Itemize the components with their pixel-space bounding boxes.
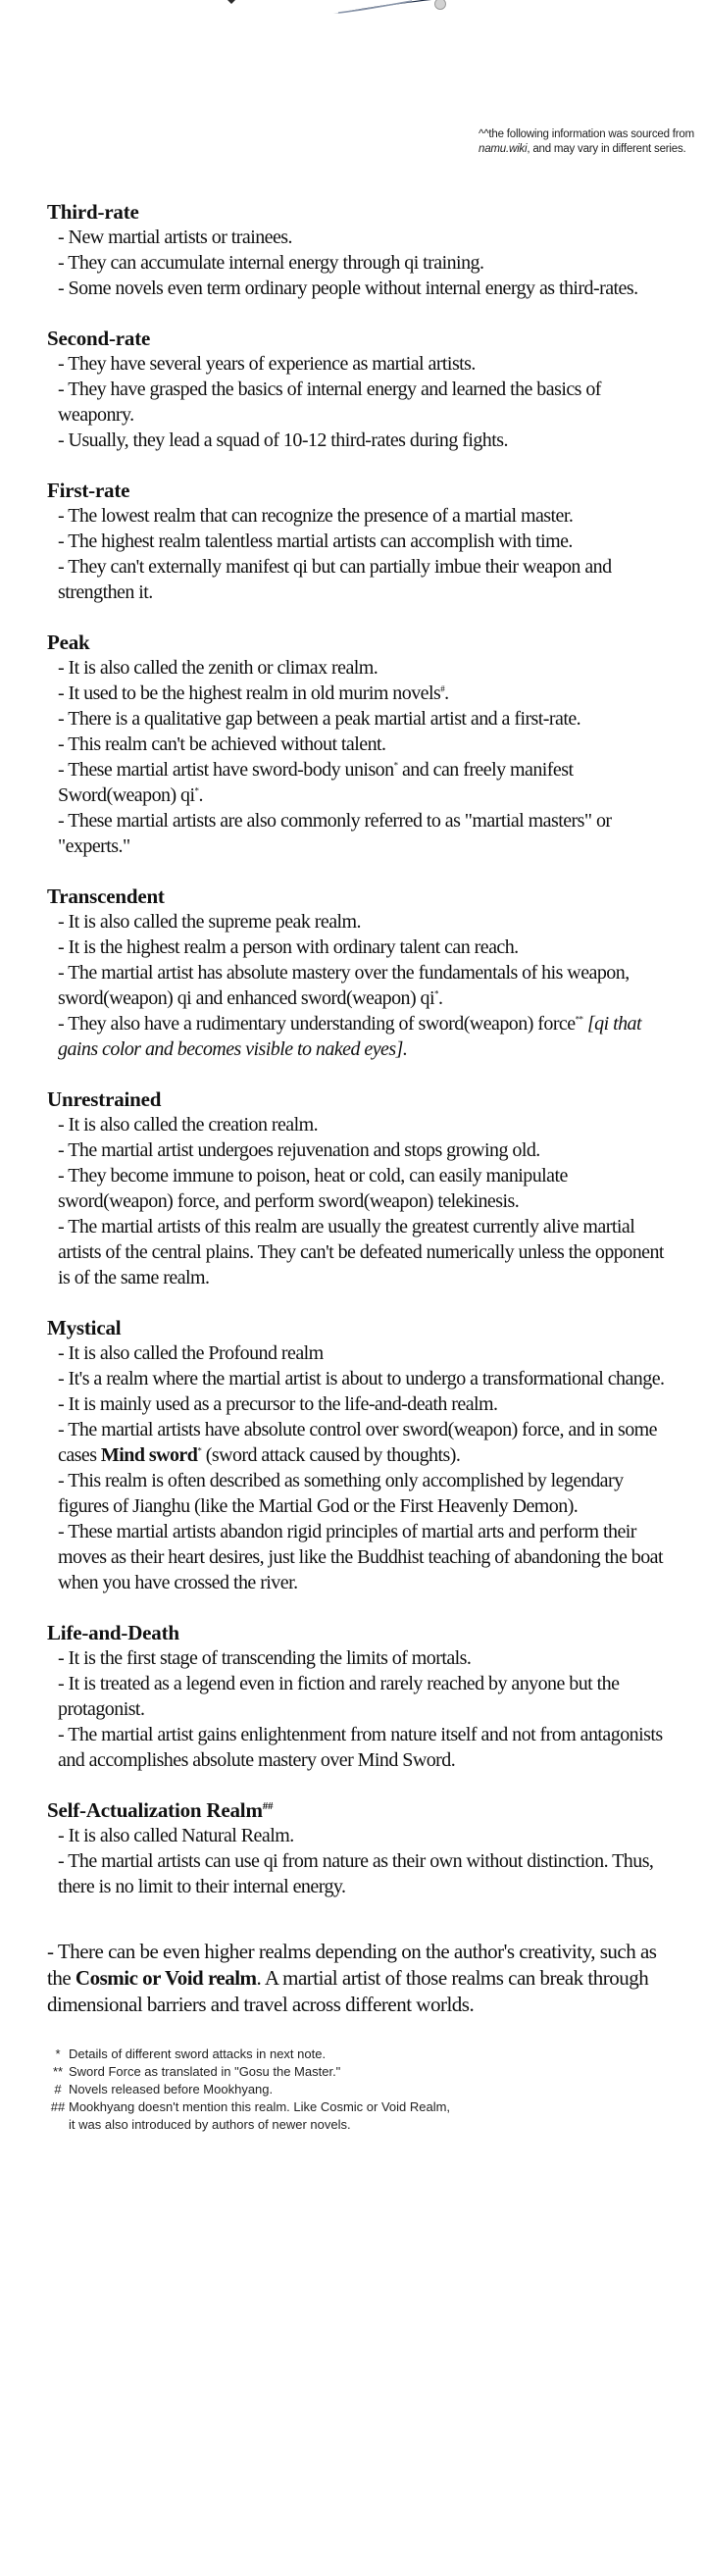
footnote-marker: #	[440, 683, 445, 694]
bullet-text-after: .	[198, 784, 203, 806]
realm-bullet-list	[47, 909, 665, 1062]
footnote-marker: *	[393, 760, 398, 771]
realm-bullet	[47, 250, 665, 276]
bullet-text: - It is also called the Profound realm	[58, 1342, 324, 1364]
bullet-text: - Some novels even term ordinary people without internal energy as third-rates.	[58, 278, 638, 299]
realm-title	[47, 1086, 665, 1112]
realm-title	[47, 1315, 665, 1340]
realm-bullet	[47, 909, 665, 934]
realm-bullet	[47, 503, 665, 529]
realm-bullet	[47, 681, 665, 706]
bullet-text: - These martial artists abandon rigid principles of martial arts and perform their moves as their heart desires, just like the Buddhist teaching of abandoning the boat when you have crossed the river.	[58, 1521, 663, 1593]
bullet-text-after: .	[444, 682, 449, 704]
realm-bullet	[47, 706, 665, 732]
top-artwork-remnant	[0, 0, 706, 20]
realm-bullet-list	[47, 503, 665, 605]
footnote-continuation: it was also introduced by authors of newer novels.	[69, 2117, 351, 2132]
realm-title	[47, 630, 665, 655]
realm-bullet	[47, 960, 665, 1011]
footnote-mark: *	[55, 2046, 61, 2061]
bullet-text-after: (sword attack caused by thoughts).	[201, 1444, 461, 1466]
bullet-bold-term: Mind sword	[100, 1444, 198, 1466]
bullet-text: - The lowest realm that can recognize the presence of a martial master.	[58, 505, 574, 527]
bullet-text: - It is also called the creation realm.	[58, 1114, 319, 1136]
realm-section	[47, 1620, 665, 1773]
bullet-text: - It used to be the highest realm in old murim novels	[58, 682, 441, 704]
bullet-text: - It's a realm where the martial artist is about to undergo a transformational change.	[58, 1368, 665, 1389]
bullet-text: - This realm can't be achieved without talent.	[58, 733, 386, 755]
realm-bullet	[47, 428, 665, 453]
bullet-text: - The martial artist gains enlightenment from nature itself and not from antagonists and accomplishes absolute mastery over Mind Sword.	[58, 1724, 663, 1771]
bullet-text: - New martial artists or trainees.	[58, 227, 292, 248]
bullet-text: - They can accumulate internal energy through qi training.	[58, 252, 484, 274]
bullet-text: - They can't externally manifest qi but can partially imbue their weapon and strengthen it.	[58, 556, 612, 603]
closing-text-after: . A martial artist of those realms can break through dimensional barriers and travel across different worlds.	[47, 1966, 649, 2016]
realm-bullet-list	[47, 1823, 665, 1899]
bullet-text: - It is the highest realm a person with ordinary talent can reach.	[58, 936, 519, 958]
realm-bullet	[47, 1137, 665, 1163]
realm-bullet	[47, 529, 665, 554]
realm-bullet	[47, 655, 665, 681]
footnote-marker: *	[434, 988, 438, 999]
footnote-mark: #	[54, 2082, 62, 2096]
footnote-item	[47, 2098, 665, 2116]
realm-section	[47, 326, 665, 453]
realm-bullet	[47, 225, 665, 250]
realm-section	[47, 478, 665, 605]
footnotes	[47, 2046, 665, 2134]
realm-title	[47, 326, 665, 351]
closing-paragraph	[47, 1939, 665, 2018]
realm-title-text: Mystical	[47, 1316, 122, 1339]
bullet-text: - It is treated as a legend even in fiction and rarely reached by anyone but the protagonist.	[58, 1673, 620, 1720]
realm-section	[47, 1797, 665, 1899]
realm-bullet	[47, 1214, 665, 1290]
realm-bullet	[47, 1645, 665, 1671]
realm-title-text: Unrestrained	[47, 1087, 162, 1111]
bullet-text: - It is the first stage of transcending the limits of mortals.	[58, 1647, 472, 1669]
realm-title	[47, 1620, 665, 1645]
realm-bullet-list	[47, 351, 665, 453]
realm-section	[47, 630, 665, 859]
closing-bold-term: Cosmic or Void realm	[75, 1966, 257, 1990]
footnote-marker: ##	[262, 1800, 274, 1812]
realm-bullet	[47, 934, 665, 960]
bullet-text: - It is also called Natural Realm.	[58, 1825, 294, 1846]
realm-bullet	[47, 554, 665, 605]
bullet-text: - These martial artists are also commonly referred to as "martial masters" or "experts."	[58, 810, 612, 857]
bullet-text: - The martial artists of this realm are usually the greatest currently alive martial artists of the central plains. They can't be defeated numerically unless the opponent is of the same realm.	[58, 1216, 664, 1288]
footnote-mark: **	[52, 2064, 64, 2079]
realm-bullet	[47, 732, 665, 757]
realm-bullet	[47, 1391, 665, 1417]
realm-title-text: Second-rate	[47, 327, 151, 350]
bullet-text: - It is also called the zenith or climax realm.	[58, 657, 378, 679]
realm-bullet-list	[47, 655, 665, 859]
realm-bullet-list	[47, 1645, 665, 1773]
realm-bullet	[47, 1519, 665, 1595]
realm-bullet	[47, 1848, 665, 1899]
bullet-text: - They also have a rudimentary understanding of sword(weapon) force	[58, 1013, 576, 1035]
realm-title	[47, 1797, 665, 1823]
realm-title	[47, 478, 665, 503]
realm-section	[47, 199, 665, 301]
realm-bullet	[47, 276, 665, 301]
realm-bullet	[47, 1823, 665, 1848]
footnote-marker: *	[194, 785, 199, 796]
realm-title-text: Transcendent	[47, 884, 165, 908]
bullet-text: - The martial artist has absolute mastery over the fundamentals of his weapon, sword(weapon) qi and enhanced sword(weapon) qi	[58, 962, 630, 1009]
realm-bullet	[47, 1671, 665, 1722]
realm-bullet	[47, 1011, 665, 1062]
realm-bullet	[47, 1112, 665, 1137]
footnote-text: Details of different sword attacks in next note.	[69, 2046, 327, 2061]
realm-bullet	[47, 351, 665, 377]
realm-bullet	[47, 1340, 665, 1366]
bullet-text: - The highest realm talentless martial artists can accomplish with time.	[58, 530, 573, 552]
bullet-text: - There is a qualitative gap between a peak martial artist and a first-rate.	[58, 708, 581, 730]
realm-title-text: Self-Actualization Realm	[47, 1798, 263, 1822]
bullet-text: - They have several years of experience as martial artists.	[58, 353, 476, 375]
realm-bullet	[47, 1417, 665, 1468]
realm-title-text: Peak	[47, 631, 90, 654]
realm-bullet-list	[47, 1112, 665, 1290]
realm-bullet	[47, 808, 665, 859]
footnote-text: Novels released before Mookhyang.	[69, 2082, 274, 2096]
footnote-item	[47, 2081, 665, 2098]
realms-list	[47, 199, 665, 2134]
bullet-text: - This realm is often described as something only accomplished by legendary figures of Jianghu (like the Martial God or the First Heavenly Demon).	[58, 1470, 624, 1517]
realm-title-text: First-rate	[47, 479, 130, 502]
bullet-text: - It is also called the supreme peak realm.	[58, 911, 361, 933]
source-note	[479, 127, 706, 157]
source-note-site: namu.wiki	[479, 143, 528, 155]
realm-bullet-list	[47, 1340, 665, 1595]
realm-section	[47, 884, 665, 1062]
bullet-text: - It is mainly used as a precursor to the life-and-death realm.	[58, 1393, 498, 1415]
footnote-item	[47, 2046, 665, 2063]
realm-bullet	[47, 1722, 665, 1773]
footnote-mark: ##	[50, 2099, 66, 2114]
bullet-text: - They have grasped the basics of internal energy and learned the basics of weaponry.	[58, 379, 601, 426]
realm-title-text: Life-and-Death	[47, 1621, 179, 1644]
footnote-item	[47, 2063, 665, 2081]
realm-bullet	[47, 1468, 665, 1519]
footnote-text: Mookhyang doesn't mention this realm. Like Cosmic or Void Realm,	[69, 2099, 451, 2114]
bullet-italic-note: [qi that gains color and becomes visible to naked eyes].	[58, 1013, 642, 1060]
bullet-text: - The martial artists can use qi from nature as their own without distinction. Thus, there is no limit to their internal energy.	[58, 1850, 654, 1897]
bullet-text: - They become immune to poison, heat or cold, can easily manipulate sword(weapon) force, and perform sword(weapon) telekinesis.	[58, 1165, 568, 1212]
bullet-text: - These martial artist have sword-body unison	[58, 759, 394, 781]
bullet-text-after: and can freely manifest Sword(weapon) qi	[58, 759, 574, 806]
realm-bullet	[47, 1163, 665, 1214]
realm-title	[47, 884, 665, 909]
realm-section	[47, 1086, 665, 1290]
realm-bullet	[47, 377, 665, 428]
bullet-text-after: .	[437, 987, 443, 1009]
footnote-marker: *	[197, 1445, 202, 1456]
realm-bullet	[47, 757, 665, 808]
realm-title-text: Third-rate	[47, 200, 139, 224]
bullet-text: - The martial artists have absolute control over sword(weapon) force, and in some cases	[58, 1419, 657, 1466]
footnote-marker: **	[575, 1014, 583, 1025]
source-note-suffix: , and may vary in different series.	[527, 143, 686, 155]
bullet-text: - Usually, they lead a squad of 10-12 third-rates during fights.	[58, 429, 508, 451]
realm-section	[47, 1315, 665, 1595]
bullet-text: - The martial artist undergoes rejuvenation and stops growing old.	[58, 1139, 540, 1161]
realm-title	[47, 199, 665, 225]
footnote-text: Sword Force as translated in "Gosu the Master."	[69, 2064, 341, 2079]
realm-bullet	[47, 1366, 665, 1391]
closing-text: - There can be even higher realms depending on the author's creativity, such as the	[47, 1940, 657, 1990]
realm-bullet-list	[47, 225, 665, 301]
source-note-prefix: ^^the following information was sourced from	[479, 128, 694, 140]
